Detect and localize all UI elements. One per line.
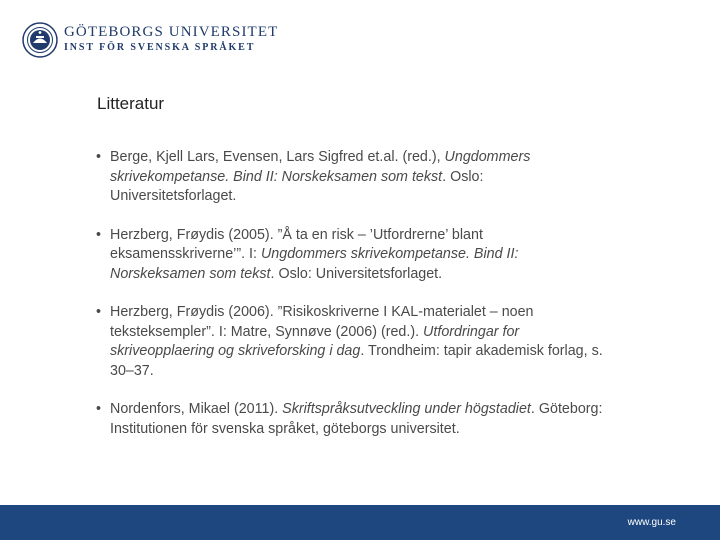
- reference-authors: Herzberg, Frøydis (2006). ”Risikoskriverne I KAL-materialet – noen teksteksempler”. I: Matre, Synnøve (2006) (red.).: [110, 304, 534, 340]
- reference-authors: Berge, Kjell Lars, Evensen, Lars Sigfred et.al. (red.),: [110, 149, 445, 165]
- reference-title: Ungdommers skrivekompetanse. Bind II: Norskeksamen som tekst: [110, 246, 519, 282]
- slide-title: Litteratur: [97, 94, 165, 113]
- reference-item: [96, 400, 606, 439]
- reference-list: [96, 148, 606, 458]
- bullet-icon: •: [96, 304, 102, 320]
- reference-publisher: . Oslo: Universitetsforlaget.: [270, 265, 443, 282]
- university-seal-icon: [22, 22, 58, 58]
- reference-title: Skriftspråksutveckling under högstadiet: [282, 401, 531, 417]
- reference-item: [96, 148, 606, 207]
- organization-header: [64, 24, 278, 55]
- bullet-icon: •: [96, 226, 102, 243]
- department-name: INST FÖR SVENSKA SPRÅKET: [64, 42, 256, 53]
- reference-authors: Nordenfors, Mikael (2011).: [110, 401, 283, 417]
- reference-publisher: . Trondheim: tapir akademisk forlag, s. 30–37.: [110, 343, 603, 379]
- reference-title: Utfordringar for skriveopplaering og skriveforsking i dag: [110, 323, 520, 359]
- footer-bar: [0, 505, 720, 540]
- reference-item: [96, 226, 606, 285]
- reference-publisher: . Oslo: Universitetsforlaget.: [110, 168, 484, 204]
- bullet-icon: •: [96, 149, 102, 165]
- reference-publisher: . Göteborg: Institutionen för svenska språket, göteborgs universitet.: [110, 401, 603, 437]
- university-name: GÖTEBORGS UNIVERSITET: [64, 24, 279, 40]
- reference-authors: Herzberg, Frøydis (2005). ”Å ta en risk – ’Utfordrerne’ blant eksamensskriverne’”. I:: [110, 226, 483, 262]
- bullet-icon: •: [96, 401, 102, 417]
- footer-url-link[interactable]: www.gu.se: [627, 517, 676, 528]
- reference-item: [96, 303, 606, 381]
- reference-title: Ungdommers skrivekompetanse. Bind II: Norskeksamen som tekst: [110, 149, 531, 185]
